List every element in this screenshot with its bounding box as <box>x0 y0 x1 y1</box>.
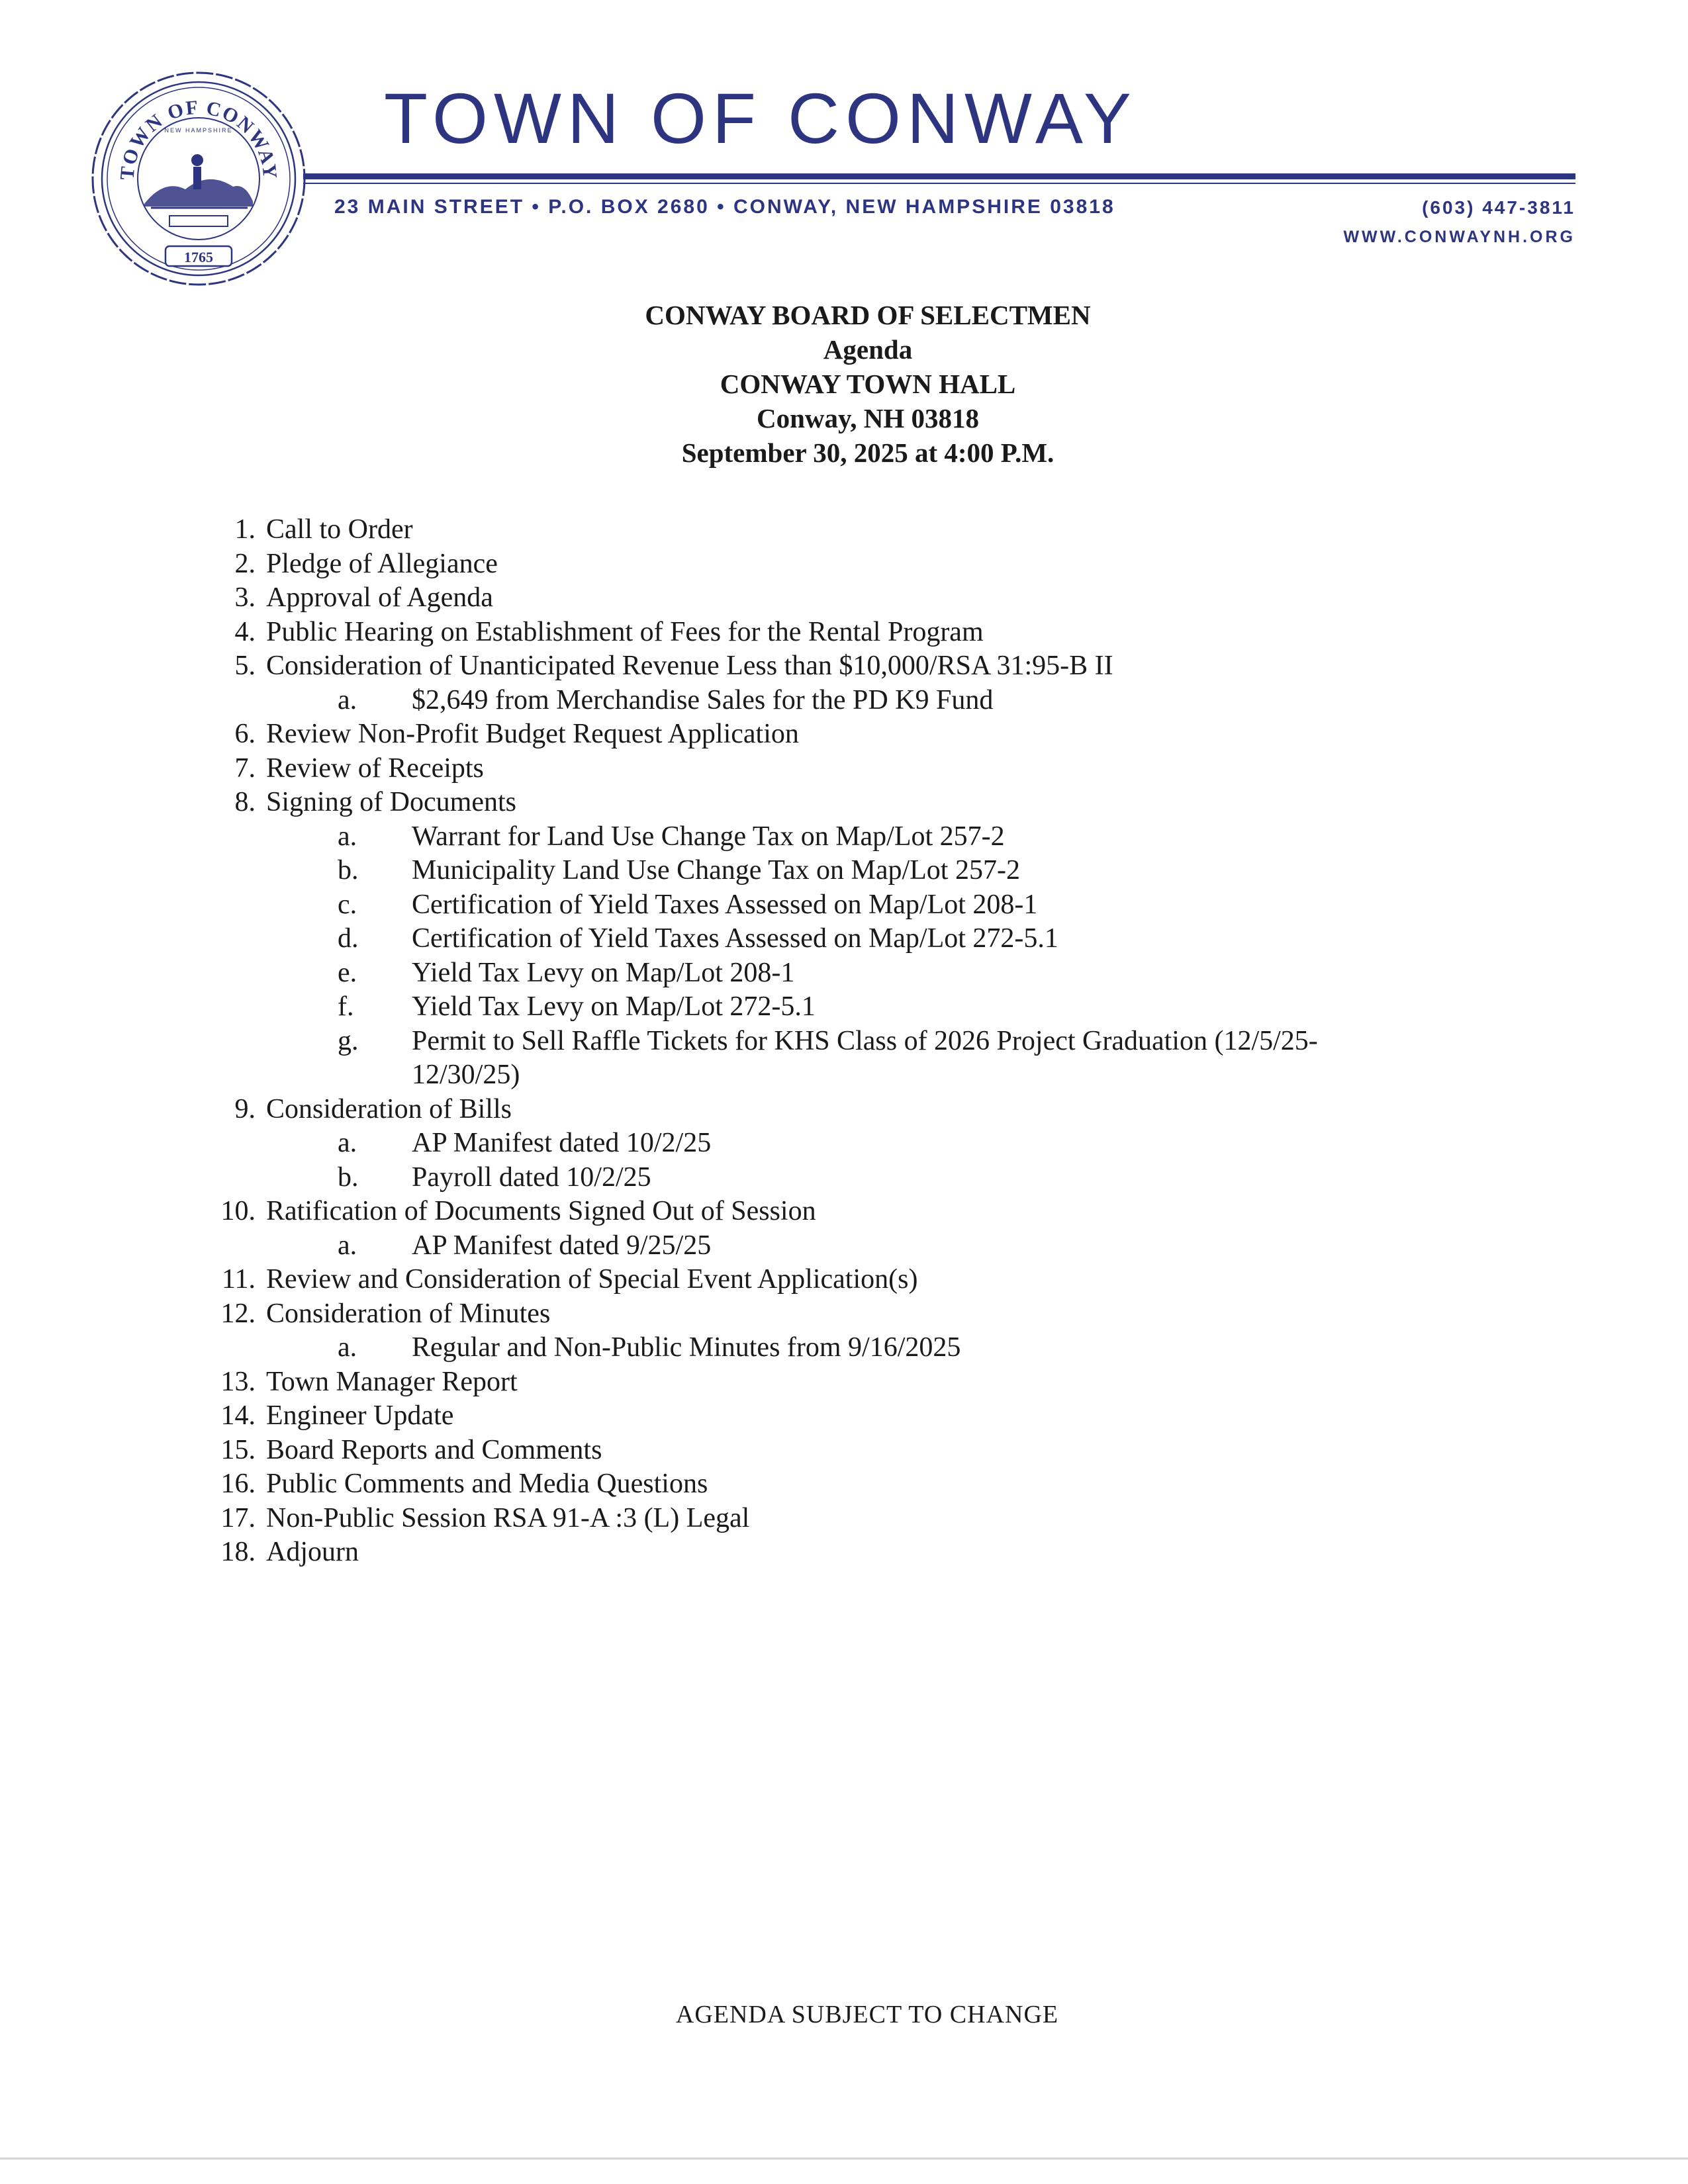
meeting-venue: CONWAY TOWN HALL <box>720 369 1016 399</box>
agenda-item-number: 8. <box>234 787 256 817</box>
agenda-item-number: d. <box>338 923 359 954</box>
agenda-item-number: 5. <box>234 651 256 681</box>
agenda-item-number: a. <box>338 1332 357 1363</box>
agenda-item-number: 15. <box>220 1434 256 1465</box>
seal-inner-text: NEW HAMPSHIRE <box>164 127 233 134</box>
agenda-item-number: c. <box>338 889 357 920</box>
agenda-item-text: 12/30/25) <box>412 1060 520 1090</box>
agenda-item-text: Public Comments and Media Questions <box>266 1469 708 1499</box>
seal-arc-text: TOWN OF CONWAY <box>116 96 281 181</box>
agenda-item-text: Approval of Agenda <box>266 582 493 613</box>
agenda-item-text: AP Manifest dated 10/2/25 <box>412 1128 712 1158</box>
agenda-item-number: b. <box>338 1161 359 1193</box>
agenda-item-text: Permit to Sell Raffle Tickets for KHS Class of 2026 Project Graduation (12/5/25- <box>412 1025 1318 1056</box>
agenda-item-text: Municipality Land Use Change Tax on Map/Lot 257-2 <box>412 855 1020 886</box>
agenda-item-number: 7. <box>234 752 256 784</box>
agenda-item-text: Call to Order <box>266 514 413 545</box>
town-address: 23 MAIN STREET • P.O. BOX 2680 • CONWAY, NEW HAMPSHIRE 03818 <box>334 196 1115 218</box>
agenda-item-text: Board Reports and Comments <box>266 1434 602 1465</box>
board-name: CONWAY BOARD OF SELECTMEN <box>645 300 1091 330</box>
town-name-heading: TOWN OF CONWAY <box>384 78 1137 158</box>
agenda-item-number: 18. <box>220 1537 256 1567</box>
agenda-item-text: Review Non-Profit Budget Request Application <box>266 719 799 749</box>
agenda-item-text: Ratification of Documents Signed Out of Session <box>266 1196 816 1226</box>
agenda-item-text: Certification of Yield Taxes Assessed on Map/Lot 272-5.1 <box>412 923 1058 954</box>
agenda-item-number: 10. <box>220 1196 256 1226</box>
letterhead-rule <box>303 173 1575 179</box>
agenda-item-text: Regular and Non-Public Minutes from 9/16/2025 <box>412 1332 961 1363</box>
agenda-item-number: a. <box>338 1128 357 1158</box>
agenda-item-number: a. <box>338 821 357 852</box>
meeting-city: Conway, NH 03818 <box>756 403 979 433</box>
agenda-header <box>0 298 1688 470</box>
agenda-item-number: 16. <box>220 1469 256 1499</box>
agenda-item-number: e. <box>338 957 357 988</box>
town-seal <box>86 66 311 291</box>
agenda-item-text: Engineer Update <box>266 1400 454 1431</box>
agenda-item-number: a. <box>338 1230 357 1261</box>
agenda-item-number: 2. <box>234 548 256 579</box>
agenda-item-text: Warrant for Land Use Change Tax on Map/Lot 257-2 <box>412 821 1005 852</box>
agenda-item-text: Payroll dated 10/2/25 <box>412 1161 651 1193</box>
agenda-item-text: Review and Consideration of Special Event Application(s) <box>266 1264 918 1295</box>
agenda-item-number: 3. <box>234 582 256 613</box>
agenda-item-text: Public Hearing on Establishment of Fees for the Rental Program <box>266 616 984 647</box>
agenda-item-text: AP Manifest dated 9/25/25 <box>412 1230 712 1261</box>
agenda-item-text: Town Manager Report <box>266 1366 518 1397</box>
agenda-item-number: 4. <box>234 616 256 647</box>
agenda-item-text: Signing of Documents <box>266 787 516 817</box>
agenda-item-text: Review of Receipts <box>266 752 484 784</box>
agenda-item-number: b. <box>338 855 359 886</box>
agenda-item-number: 12. <box>220 1298 256 1329</box>
agenda-item-text: Consideration of Bills <box>266 1093 512 1124</box>
agenda-item-number: f. <box>338 991 354 1022</box>
agenda-item-text: $2,649 from Merchandise Sales for the PD K9 Fund <box>412 684 994 715</box>
town-website: WWW.CONWAYNH.ORG <box>1343 228 1575 246</box>
page-edge-line <box>0 2158 1688 2160</box>
agenda-item-number: g. <box>338 1025 359 1056</box>
seal-year: 1765 <box>184 249 213 265</box>
agenda-item-number: 9. <box>234 1093 256 1124</box>
agenda-item-number: 1. <box>234 514 256 545</box>
agenda-item-number: 17. <box>220 1502 256 1533</box>
agenda-item-number: a. <box>338 684 357 715</box>
agenda-item-text: Consideration of Minutes <box>266 1298 551 1329</box>
agenda-item-text: Non-Public Session RSA 91-A :3 (L) Legal <box>266 1502 750 1533</box>
agenda-item-text: Yield Tax Levy on Map/Lot 272-5.1 <box>412 991 816 1022</box>
agenda-item-number: 6. <box>234 719 256 749</box>
letterhead-rule-thin <box>303 183 1575 184</box>
meeting-datetime: September 30, 2025 at 4:00 P.M. <box>681 437 1055 468</box>
town-phone: (603) 447-3811 <box>1422 197 1575 218</box>
agenda-item-number: 11. <box>222 1264 256 1295</box>
agenda-item-text: Yield Tax Levy on Map/Lot 208-1 <box>412 957 795 988</box>
document-type: Agenda <box>823 334 913 365</box>
agenda-item-text: Consideration of Unanticipated Revenue Less than $10,000/RSA 31:95-B II <box>266 651 1113 681</box>
agenda-item-number: 14. <box>220 1400 256 1431</box>
agenda-footer-note: AGENDA SUBJECT TO CHANGE <box>675 2001 1059 2028</box>
agenda-item-text: Pledge of Allegiance <box>266 548 498 579</box>
agenda-item-text: Certification of Yield Taxes Assessed on Map/Lot 208-1 <box>412 889 1038 920</box>
agenda-item-number: 13. <box>220 1366 256 1397</box>
agenda-item-text: Adjourn <box>266 1537 359 1567</box>
